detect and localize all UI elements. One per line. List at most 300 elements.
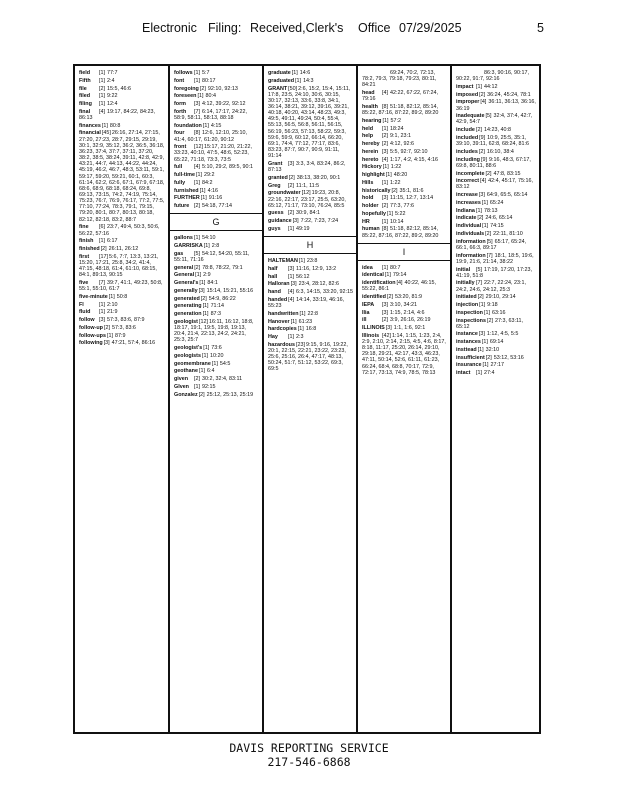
- index-entry: [268, 258, 353, 264]
- index-count: [1]: [106, 332, 113, 339]
- index-word: GARRISKA: [174, 243, 203, 250]
- index-count: [4]: [99, 108, 105, 115]
- index-word: geologist's: [174, 345, 203, 352]
- index-entry: [174, 392, 259, 398]
- index-entry: [456, 362, 538, 368]
- index-refs: 2:4: [107, 77, 115, 84]
- index-word: geomembrane: [174, 360, 211, 367]
- index-entry: [174, 272, 259, 278]
- index-count: [1]: [195, 172, 202, 179]
- index-refs: 78:13: [484, 207, 498, 214]
- index-entry: [362, 172, 447, 178]
- index-count: [1]: [194, 179, 200, 186]
- index-word: instances: [456, 339, 481, 346]
- index-word: file: [79, 85, 87, 92]
- index-entry: [174, 384, 259, 390]
- index-entry: [456, 239, 538, 251]
- index-refs: 1:22: [390, 179, 401, 186]
- index-count: [3]: [382, 148, 388, 155]
- index-entry: [362, 203, 447, 209]
- index-refs: 12:4: [107, 101, 118, 107]
- index-count: [1]: [199, 187, 206, 194]
- index-count: [2]: [478, 148, 485, 155]
- index-refs: 7:22, 7:23, 7:24: [300, 218, 339, 225]
- index-entry: [268, 274, 353, 280]
- index-entry: [79, 254, 165, 279]
- index-count: [12]: [301, 190, 311, 197]
- index-word: full: [174, 164, 183, 171]
- index-refs: 74:15: [490, 223, 504, 230]
- index-refs: 16:11, 16:12, 18:8, 18:17, 19:1, 19:5, 19:8, 19:13, 20:4, 21:4, 22:13, 24:2, 24:21, 25:3, 25:7: [174, 318, 254, 344]
- index-entry: [362, 265, 447, 271]
- index-entry: [174, 376, 259, 382]
- index-entry: [268, 297, 353, 309]
- index-refs: 51:18, 82:12, 85:14, 85:22, 87:16, 87:22, 89:2, 89:20: [362, 226, 439, 239]
- index-entry: [456, 339, 538, 345]
- index-refs: 71:14: [210, 303, 225, 310]
- index-refs: 27:4: [484, 370, 495, 377]
- index-word: hopefully: [362, 210, 386, 217]
- index-word: gallons: [174, 235, 193, 242]
- index-entry: [79, 109, 165, 121]
- index-refs: 21:9: [107, 309, 118, 316]
- index-entry: [456, 157, 538, 169]
- index-refs: 40:22, 46:15, 55:22, 86:1: [362, 280, 437, 293]
- index-word: initial: [456, 266, 471, 273]
- index-entry: [362, 310, 447, 316]
- index-entry: [268, 86, 353, 160]
- index-entry: [174, 296, 259, 302]
- index-word: increases: [456, 199, 481, 206]
- index-entry: [79, 246, 165, 252]
- index-entry: [456, 331, 538, 337]
- index-word: hardcopies: [268, 326, 297, 333]
- index-entry: [456, 231, 538, 237]
- index-count: [1]: [194, 77, 200, 84]
- index-count: [1]: [101, 122, 108, 129]
- index-refs: 4:12, 39:22, 92:12: [202, 101, 246, 107]
- section-letter: I: [358, 243, 450, 261]
- index-refs: 84:1: [207, 280, 218, 287]
- index-entry: [79, 93, 165, 99]
- index-count: [3]: [288, 160, 294, 167]
- index-count: [1]: [385, 172, 392, 179]
- index-count: [1]: [384, 272, 391, 279]
- index-entry: [79, 123, 165, 129]
- index-word: generated: [174, 295, 200, 302]
- index-refs: 65:24: [489, 199, 504, 206]
- index-entry: [174, 93, 259, 99]
- index-entry: [456, 223, 538, 229]
- index-count: [1]: [201, 352, 208, 359]
- index-word: finances: [79, 122, 101, 129]
- index-entry: [174, 130, 259, 142]
- header-electronic: Electronic: [142, 21, 197, 35]
- index-entry: [79, 309, 165, 315]
- index-entry: [268, 289, 353, 295]
- index-word: idea: [362, 264, 373, 271]
- index-count: [7]: [476, 280, 482, 287]
- index-count: [1]: [202, 311, 209, 318]
- index-word: Fifth: [79, 77, 91, 84]
- index-refs: 15:17, 21:20, 21:22, 33:23, 40:10, 47:5, 48:6, 52:23, 65:22, 71:18, 73:3, 73:5: [174, 144, 252, 163]
- index-refs: 57:2: [390, 117, 401, 124]
- index-count: [9]: [479, 134, 486, 141]
- index-entry: [362, 302, 447, 308]
- index-refs: 18:1, 18:5, 19:6, 19:9, 21:6, 21:14, 38:22: [456, 252, 534, 265]
- index-refs: 17:19, 17:20, 17:23, 41:19, 51:8: [456, 266, 532, 279]
- index-entry: [79, 101, 165, 107]
- index-count: [1]: [479, 302, 486, 309]
- index-word: graduate: [268, 70, 291, 76]
- index-count: [2]: [199, 85, 206, 92]
- index-entry: [268, 78, 353, 84]
- index-word: forth: [174, 108, 187, 115]
- index-count: [2]: [382, 203, 388, 210]
- index-entry: [174, 243, 259, 249]
- index-word: geothane: [174, 368, 198, 375]
- index-refs: 19:17, 84:22, 84:23, 86:13: [79, 108, 155, 121]
- index-entry: [174, 78, 259, 84]
- index-refs: 11:16, 12:9, 13:2: [296, 265, 337, 272]
- index-refs: 9:15, 9:16, 19:22, 20:1, 22:15, 22:21, 23:22, 23:23, 25:6, 25:16, 26:4, 47:17, 48:13, 50:24, 51:7, 51:12, 53:22, 69:3, 69:5: [268, 341, 348, 373]
- index-word: Hickory: [362, 164, 382, 171]
- index-count: [3]: [382, 195, 388, 202]
- index-count: [1]: [99, 77, 105, 84]
- index-refs: 42:4, 45:17, 75:16, 83:12: [456, 178, 534, 191]
- index-count: [1]: [194, 70, 200, 76]
- index-entry: [174, 180, 259, 186]
- index-entry: [79, 130, 165, 222]
- index-word: geologists: [174, 352, 201, 359]
- index-word: foundation: [174, 122, 202, 129]
- index-word: information: [456, 238, 486, 245]
- section-letter: H: [264, 236, 356, 254]
- index-column-3: [262, 66, 356, 732]
- index-entry: [174, 368, 259, 374]
- index-count: [7]: [99, 279, 105, 286]
- index-refs: 44:12: [484, 83, 498, 90]
- index-count: [3]: [382, 301, 388, 308]
- index-word: initially: [456, 280, 475, 287]
- index-refs: 49:19: [296, 225, 310, 232]
- index-refs: 18:24: [390, 125, 404, 132]
- index-count: [3]: [478, 192, 485, 199]
- index-refs: 27:3, 63:11, 65:12: [456, 317, 524, 330]
- index-count: [2]: [477, 294, 484, 301]
- index-column-1: [75, 66, 168, 732]
- index-word: gas: [174, 250, 184, 257]
- index-word: intact: [456, 370, 471, 377]
- index-refs: 6:14, 17:17, 24:22, 58:9, 58:11, 58:13, 88:18: [174, 108, 247, 121]
- index-word: first: [79, 253, 90, 260]
- index-word: furnished: [174, 187, 199, 194]
- index-entry: [456, 267, 538, 279]
- index-refs: 91:16: [208, 195, 223, 202]
- index-count: [2]: [288, 210, 294, 217]
- index-word: Hay: [268, 334, 278, 340]
- index-word: Fl: [79, 301, 84, 308]
- index-entry: [174, 188, 259, 194]
- index-refs: 10:9, 25:5, 35:1, 39:10, 39:11, 62:8, 68:24, 81:6: [456, 134, 530, 148]
- index-count: [1]: [483, 309, 490, 316]
- index-count: [1]: [199, 280, 206, 287]
- index-word: form: [174, 101, 186, 107]
- index-entry: [362, 219, 447, 225]
- index-word: groundwater: [268, 190, 301, 197]
- index-refs: 4:16: [207, 187, 219, 194]
- index-entry: [174, 288, 259, 294]
- index-count: [1]: [297, 326, 304, 333]
- index-count: [50]: [288, 85, 298, 92]
- index-refs: 63:16: [491, 309, 506, 316]
- index-refs: 4:15: [210, 122, 222, 129]
- index-count: [8]: [194, 130, 200, 137]
- index-entry: [268, 218, 353, 224]
- index-entry: [456, 302, 538, 308]
- index-word: handed: [268, 296, 288, 303]
- index-entry: [268, 226, 353, 232]
- index-entry: [362, 104, 447, 116]
- index-count: [2]: [200, 295, 207, 302]
- index-refs: 56:12: [296, 273, 310, 280]
- index-refs: 32:4, 37:4, 42:7, 42:9, 54:7: [456, 113, 533, 126]
- index-word: inspections: [456, 317, 486, 324]
- index-word: identified: [362, 294, 386, 301]
- index-count: [1]: [211, 360, 218, 367]
- index-refs: 79:14: [392, 272, 407, 279]
- index-refs: 69:24, 70:2, 72:13, 78:2, 79:3, 79:18, 79:23, 80:11, 84:21: [362, 70, 437, 89]
- index-word: Greg: [268, 182, 281, 189]
- index-count: [5]: [485, 113, 492, 120]
- index-count: [1]: [386, 210, 393, 217]
- index-refs: 2:8: [211, 243, 220, 250]
- index-word: Grant: [268, 160, 283, 167]
- index-entry: [79, 70, 165, 76]
- index-word: imposed: [456, 91, 479, 98]
- index-word: half: [268, 265, 278, 272]
- index-count: [4]: [382, 90, 388, 97]
- index-entry: [456, 355, 538, 361]
- index-count: [3]: [382, 309, 388, 316]
- index-word: Gonzalez: [174, 391, 198, 398]
- index-entry: [456, 99, 538, 111]
- index-count: [6]: [99, 224, 105, 231]
- index-entry: [174, 172, 259, 178]
- index-count: [1]: [108, 293, 115, 300]
- index-count: [2]: [382, 133, 388, 140]
- index-refs: 50:8: [116, 293, 128, 300]
- index-word: foregoing: [174, 85, 199, 92]
- index-refs: 10:20: [209, 352, 224, 359]
- index-count: [7]: [194, 108, 200, 115]
- index-refs: 26:16, 27:14, 27:15, 27:20, 27:23, 28:7, 29:15, 29:19, 30:1, 32:9, 35:12, 36:2, 36:5, 36:18, 36:23, 37:4, 37:7, 37:11, 37:20, 38:2, 38:5, 38:24, 39:11, 42:8, 42:9, 43:21, 44:7, 44:13, 44:22, 44:24, 45:19, 46:2, 46:7, 48:3, 53:11, 59:1, 59:17, 59:20, 59:21, 60:1, 60:3, 61:14, 62:2, 62:6, 67:1, 67:9, 67:18, 68:6, 68:9, 68:18, 68:24, 69:8, 69:13, 73:15, 74:2, 74:19, 75:14, 75:23, 76:7, 76:9, 76:17, 77:2, 77:5, 77:10, 77:24, 78:3, 79:1, 79:15, 79:20, 80:1, 80:7, 80:13, 80:18, 82:12, 82:18, 83:2, 88:7: [79, 130, 165, 223]
- index-refs: 1:12, 4:5, 5:5: [486, 331, 519, 338]
- index-count: [1]: [194, 383, 200, 390]
- index-word: incorrect: [456, 178, 480, 185]
- index-entry: [79, 340, 165, 346]
- index-word: incomplete: [456, 170, 485, 177]
- index-count: [2]: [382, 317, 388, 324]
- index-entry: [362, 90, 447, 102]
- index-refs: 87:9: [114, 332, 126, 339]
- index-word: highlight: [362, 172, 385, 179]
- index-word: HR: [362, 218, 370, 225]
- index-entry: [362, 141, 447, 147]
- index-count: [12]: [194, 144, 203, 151]
- index-refs: 54:12, 54:20, 55:11, 55:11, 71:16: [174, 250, 250, 263]
- index-refs: 12:6, 12:10, 25:10, 41:4, 60:17, 61:20, 90:12: [174, 130, 247, 143]
- index-word: field: [79, 70, 91, 76]
- index-word: head: [362, 90, 375, 97]
- index-refs: 1:22: [390, 164, 402, 171]
- index-refs: 54:18, 77:14: [202, 203, 232, 210]
- header-date: 07/29/2025: [399, 21, 462, 35]
- index-word: follow-up: [79, 324, 103, 331]
- index-refs: 73:6: [211, 345, 222, 352]
- index-refs: 14:14, 33:19, 46:16, 55:23: [268, 296, 345, 309]
- index-entry: [174, 101, 259, 107]
- index-entry: [268, 266, 353, 272]
- footer-phone: 217-546-6868: [267, 755, 351, 769]
- index-entry: [362, 126, 447, 132]
- index-entry: [362, 70, 447, 88]
- index-refs: 78:8, 78:22, 79:1: [202, 264, 243, 271]
- index-count: [1]: [382, 264, 388, 271]
- index-refs: 14:3: [303, 77, 314, 84]
- index-refs: 80:4: [205, 93, 216, 100]
- index-refs: 10:14: [390, 218, 404, 225]
- index-entry: [362, 317, 447, 323]
- index-word: instance: [456, 331, 478, 338]
- index-word: impact: [456, 83, 474, 90]
- index-refs: 6:17: [107, 238, 118, 245]
- index-count: [4]: [382, 156, 388, 163]
- index-refs: 11:15, 12:7, 13:14: [390, 195, 434, 202]
- index-count: [1]: [288, 225, 294, 232]
- index-entry: [456, 208, 538, 214]
- index-refs: 2:9: [203, 272, 211, 279]
- index-word: insufficient: [456, 354, 485, 361]
- index-refs: 35:1, 81:6: [399, 187, 424, 194]
- index-count: [1]: [203, 243, 210, 250]
- index-count: [1]: [477, 346, 484, 353]
- header-filing: Filing:: [208, 21, 242, 35]
- index-word: follow-ups: [79, 332, 106, 339]
- index-word: fluid: [79, 309, 91, 316]
- index-word: FURTHER: [174, 195, 200, 202]
- index-count: [7]: [486, 252, 493, 259]
- index-refs: 19:23, 20:8, 22:16, 22:17, 23:17, 25:5, 63:20, 65:12, 71:17, 73:10, 76:24, 85:5: [268, 190, 346, 209]
- index-entry: [362, 180, 447, 186]
- index-refs: 87:3: [210, 311, 222, 318]
- index-count: [1]: [194, 235, 200, 242]
- index-refs: 39:7, 41:1, 49:23, 50:8, 55:1, 55:10, 61:7: [79, 279, 163, 293]
- index-word: holder: [362, 203, 379, 210]
- index-entry: [456, 318, 538, 330]
- index-entry: [174, 164, 259, 170]
- index-refs: 65:17, 65:24, 66:1, 66:3, 89:17: [456, 238, 527, 251]
- index-refs: 22:8: [307, 310, 319, 317]
- index-count: [1]: [198, 368, 205, 375]
- index-count: [1]: [382, 179, 388, 186]
- index-entry: [268, 281, 353, 287]
- index-count: [9]: [480, 156, 487, 163]
- index-count: [1]: [202, 122, 209, 129]
- index-word: IEPA: [362, 301, 375, 308]
- index-column-5: [450, 66, 541, 732]
- index-refs: 51:18, 82:12, 85:14, 85:22, 87:16, 87:22, 89:2, 89:20: [362, 103, 439, 117]
- index-refs: 22:7, 22:24, 23:1, 24:2, 24:6, 24:12, 25:3: [456, 280, 526, 293]
- index-word: full-time: [174, 172, 195, 179]
- index-refs: 92:15: [202, 383, 216, 390]
- index-entry: [174, 70, 259, 76]
- index-entry: [268, 342, 353, 373]
- index-refs: 42:22, 67:22, 67:24, 79:16: [362, 90, 438, 103]
- index-refs: 16:10, 38:4: [486, 148, 514, 155]
- index-count: [2]: [288, 174, 295, 181]
- index-refs: 15:14, 15:21, 55:16: [206, 287, 254, 294]
- index-count: [4]: [396, 280, 403, 287]
- index-entry: [174, 109, 259, 121]
- index-word: given: [174, 376, 189, 383]
- index-count: [2]: [194, 376, 200, 383]
- index-entry: [456, 113, 538, 125]
- index-entry: [456, 294, 538, 300]
- index-word: individual: [456, 223, 482, 230]
- index-entry: [268, 334, 353, 340]
- index-count: [2]: [103, 324, 110, 331]
- index-count: [2]: [194, 264, 201, 271]
- index-entry: [456, 178, 538, 190]
- index-word: generating: [174, 303, 202, 310]
- index-entry: [456, 370, 538, 376]
- index-refs: 2:10: [107, 301, 118, 308]
- index-count: [1]: [481, 339, 488, 346]
- index-count: [1]: [99, 70, 105, 76]
- index-refs: 3:9, 26:16, 26:19: [390, 317, 431, 324]
- index-count: [4]: [288, 296, 295, 303]
- index-count: [2]: [476, 127, 482, 134]
- index-entry: [456, 280, 538, 292]
- index-word: finish: [79, 238, 94, 245]
- index-count: [4]: [480, 178, 487, 185]
- index-count: [1]: [202, 303, 209, 310]
- index-refs: 22:11, 81:10: [493, 230, 523, 237]
- index-word: GIven: [174, 383, 189, 390]
- index-count: [8]: [382, 103, 388, 110]
- index-refs: 15:5, 46:6: [107, 85, 131, 92]
- index-count: [1]: [200, 195, 207, 202]
- index-entry: [268, 183, 353, 189]
- index-count: [3]: [288, 265, 294, 272]
- index-refs: 5:10, 29:2, 89:5, 90:1: [202, 164, 253, 171]
- index-entry: [268, 190, 353, 208]
- index-word: including: [456, 156, 480, 163]
- index-word: follows: [174, 70, 193, 76]
- index-word: front: [174, 144, 187, 151]
- index-word: follow: [79, 317, 95, 324]
- index-count: [2]: [386, 294, 393, 301]
- index-count: [5]: [194, 250, 200, 257]
- index-column-2: [168, 66, 262, 732]
- index-refs: 27:17: [490, 362, 504, 369]
- index-count: [23]: [295, 341, 305, 348]
- index-refs: 36:11, 36:13, 36:16, 36:19: [456, 99, 536, 112]
- index-refs: 47:21, 57:4, 86:16: [111, 340, 156, 347]
- index-count: [1]: [299, 310, 306, 317]
- index-count: [2]: [382, 141, 388, 148]
